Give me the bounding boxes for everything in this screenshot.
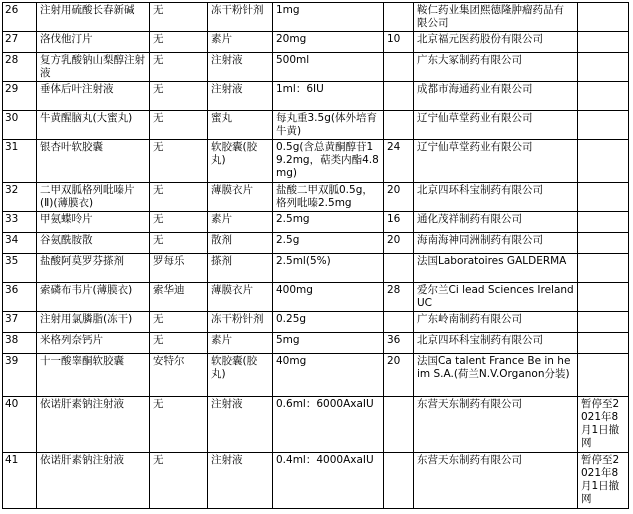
drug-name-cell: 依诺肝素钠注射液 <box>37 453 150 509</box>
brand-name-cell: 无 <box>150 312 208 333</box>
drug-name-cell: 牛黄醒脑丸(大蜜丸) <box>37 111 150 140</box>
package-count-cell <box>384 53 414 82</box>
drug-name-cell: 甲氨蝶呤片 <box>37 212 150 233</box>
dosage-form-cell: 注射液 <box>208 453 273 509</box>
manufacturer-cell: 辽宁仙草堂药业有限公司 <box>414 111 578 140</box>
brand-name-cell: 无 <box>150 212 208 233</box>
row-number-cell: 36 <box>3 283 37 312</box>
remark-cell: 暂停至2021年8月1日撤网 <box>578 397 629 453</box>
table-row <box>3 283 629 312</box>
manufacturer-cell: 东营天东制药有限公司 <box>414 453 578 509</box>
dosage-form-cell: 注射液 <box>208 397 273 453</box>
remark-cell <box>578 140 629 183</box>
remark-cell <box>578 212 629 233</box>
table-row <box>3 312 629 333</box>
package-count-cell: 20 <box>384 183 414 212</box>
drug-name-cell: 银杏叶软胶囊 <box>37 140 150 183</box>
table-row <box>3 53 629 82</box>
package-count-cell: 28 <box>384 283 414 312</box>
remark-cell <box>578 254 629 283</box>
specification-cell: 1mg <box>273 3 384 32</box>
table-row <box>3 397 629 453</box>
specification-cell: 2.5g <box>273 233 384 254</box>
drug-name-cell: 依诺肝素钠注射液 <box>37 397 150 453</box>
dosage-form-cell: 冻干粉针剂 <box>208 3 273 32</box>
dosage-form-cell: 薄膜衣片 <box>208 283 273 312</box>
remark-cell <box>578 82 629 111</box>
drug-name-cell: 洛伐他汀片 <box>37 32 150 53</box>
remark-cell <box>578 111 629 140</box>
table-row <box>3 354 629 397</box>
brand-name-cell: 安特尔 <box>150 354 208 397</box>
manufacturer-cell: 通化茂祥制药有限公司 <box>414 212 578 233</box>
remark-cell <box>578 312 629 333</box>
dosage-form-cell: 散剂 <box>208 233 273 254</box>
drug-name-cell: 二甲双胍格列吡嗪片(Ⅱ)(薄膜衣) <box>37 183 150 212</box>
package-count-cell <box>384 453 414 509</box>
brand-name-cell: 无 <box>150 453 208 509</box>
remark-cell <box>578 333 629 354</box>
manufacturer-cell: 爱尔兰Ci lead Sciences Ireland UC <box>414 283 578 312</box>
row-number-cell: 28 <box>3 53 37 82</box>
table-row <box>3 333 629 354</box>
brand-name-cell: 无 <box>150 3 208 32</box>
table-row <box>3 183 629 212</box>
dosage-form-cell: 素片 <box>208 333 273 354</box>
remark-cell <box>578 3 629 32</box>
brand-name-cell: 无 <box>150 111 208 140</box>
manufacturer-cell: 广东岭南制药有限公司 <box>414 312 578 333</box>
table-row <box>3 32 629 53</box>
dosage-form-cell: 素片 <box>208 32 273 53</box>
table-row <box>3 212 629 233</box>
drug-name-cell: 注射用氯膦脂(冻干) <box>37 312 150 333</box>
drug-name-cell: 谷氨酰胺散 <box>37 233 150 254</box>
manufacturer-cell: 辽宁仙草堂药业有限公司 <box>414 140 578 183</box>
brand-name-cell: 无 <box>150 183 208 212</box>
package-count-cell <box>384 254 414 283</box>
row-number-cell: 31 <box>3 140 37 183</box>
row-number-cell: 32 <box>3 183 37 212</box>
brand-name-cell: 无 <box>150 233 208 254</box>
manufacturer-cell: 成都市海通药业有限公司 <box>414 82 578 111</box>
package-count-cell <box>384 397 414 453</box>
specification-cell: 0.5g(含总黄酮醇苷19.2mg，萜类内酯4.8mg) <box>273 140 384 183</box>
remark-cell <box>578 53 629 82</box>
row-number-cell: 37 <box>3 312 37 333</box>
table-row <box>3 233 629 254</box>
drug-name-cell: 十一酸睾酮软胶囊 <box>37 354 150 397</box>
package-count-cell: 36 <box>384 333 414 354</box>
specification-cell: 0.6ml：6000AxaIU <box>273 397 384 453</box>
table-body <box>3 3 629 509</box>
row-number-cell: 26 <box>3 3 37 32</box>
specification-cell: 500ml <box>273 53 384 82</box>
dosage-form-cell: 素片 <box>208 212 273 233</box>
manufacturer-cell: 广东大冢制药有限公司 <box>414 53 578 82</box>
table-row <box>3 82 629 111</box>
row-number-cell: 35 <box>3 254 37 283</box>
package-count-cell: 20 <box>384 233 414 254</box>
specification-cell: 5mg <box>273 333 384 354</box>
drug-name-cell: 盐酸阿莫罗芬搽剂 <box>37 254 150 283</box>
drug-name-cell: 索磷布韦片(薄膜衣) <box>37 283 150 312</box>
manufacturer-cell: 北京福元医药股份有限公司 <box>414 32 578 53</box>
remark-cell <box>578 354 629 397</box>
specification-cell: 0.4ml：4000AxaIU <box>273 453 384 509</box>
brand-name-cell: 无 <box>150 32 208 53</box>
brand-name-cell: 无 <box>150 53 208 82</box>
dosage-form-cell: 注射液 <box>208 82 273 111</box>
drug-name-cell: 垂体后叶注射液 <box>37 82 150 111</box>
row-number-cell: 33 <box>3 212 37 233</box>
specification-cell: 0.25g <box>273 312 384 333</box>
manufacturer-cell: 东营天东制药有限公司 <box>414 397 578 453</box>
table-row <box>3 254 629 283</box>
remark-cell <box>578 283 629 312</box>
specification-cell: 400mg <box>273 283 384 312</box>
row-number-cell: 39 <box>3 354 37 397</box>
dosage-form-cell: 注射液 <box>208 53 273 82</box>
table-row <box>3 111 629 140</box>
manufacturer-cell: 法国Ca talent France Be in he im S.A.(荷兰N.V.Organon分装) <box>414 354 578 397</box>
drug-name-cell: 米格列奈钙片 <box>37 333 150 354</box>
manufacturer-cell: 鞍仁药业集团熙德隆肿瘤药品有限公司 <box>414 3 578 32</box>
row-number-cell: 30 <box>3 111 37 140</box>
brand-name-cell: 无 <box>150 140 208 183</box>
specification-cell: 40mg <box>273 354 384 397</box>
manufacturer-cell: 北京四环科宝制药有限公司 <box>414 183 578 212</box>
row-number-cell: 34 <box>3 233 37 254</box>
brand-name-cell: 无 <box>150 333 208 354</box>
specification-cell: 盐酸二甲双胍0.5g，格列吡嗪2.5mg <box>273 183 384 212</box>
remark-cell <box>578 183 629 212</box>
dosage-form-cell: 搽剂 <box>208 254 273 283</box>
manufacturer-cell: 法国Laboratoires GALDERMA <box>414 254 578 283</box>
dosage-form-cell: 软胶囊(胶丸) <box>208 140 273 183</box>
dosage-form-cell: 软胶囊(胶丸) <box>208 354 273 397</box>
specification-cell: 2.5ml(5%) <box>273 254 384 283</box>
package-count-cell <box>384 111 414 140</box>
row-number-cell: 41 <box>3 453 37 509</box>
row-number-cell: 27 <box>3 32 37 53</box>
brand-name-cell: 索华迪 <box>150 283 208 312</box>
drug-list-table <box>2 2 629 509</box>
table-row <box>3 3 629 32</box>
drug-name-cell: 注射用硫酸长春新碱 <box>37 3 150 32</box>
specification-cell: 20mg <box>273 32 384 53</box>
manufacturer-cell: 海南海神同洲制药有限公司 <box>414 233 578 254</box>
manufacturer-cell: 北京四环科宝制药有限公司 <box>414 333 578 354</box>
table-row <box>3 140 629 183</box>
brand-name-cell: 无 <box>150 397 208 453</box>
package-count-cell: 10 <box>384 32 414 53</box>
dosage-form-cell: 冻干粉针剂 <box>208 312 273 333</box>
specification-cell: 2.5mg <box>273 212 384 233</box>
dosage-form-cell: 薄膜衣片 <box>208 183 273 212</box>
remark-cell <box>578 233 629 254</box>
row-number-cell: 29 <box>3 82 37 111</box>
package-count-cell <box>384 3 414 32</box>
specification-cell: 每丸重3.5g(体外培育牛黄) <box>273 111 384 140</box>
package-count-cell: 24 <box>384 140 414 183</box>
drug-name-cell: 复方乳酸钠山梨醇注射液 <box>37 53 150 82</box>
package-count-cell: 16 <box>384 212 414 233</box>
row-number-cell: 38 <box>3 333 37 354</box>
dosage-form-cell: 蜜丸 <box>208 111 273 140</box>
package-count-cell: 20 <box>384 354 414 397</box>
brand-name-cell: 无 <box>150 82 208 111</box>
table-row <box>3 453 629 509</box>
remark-cell <box>578 32 629 53</box>
brand-name-cell: 罗每乐 <box>150 254 208 283</box>
row-number-cell: 40 <box>3 397 37 453</box>
package-count-cell <box>384 82 414 111</box>
remark-cell: 暂停至2021年8月1日撤网 <box>578 453 629 509</box>
specification-cell: 1ml：6IU <box>273 82 384 111</box>
package-count-cell <box>384 312 414 333</box>
